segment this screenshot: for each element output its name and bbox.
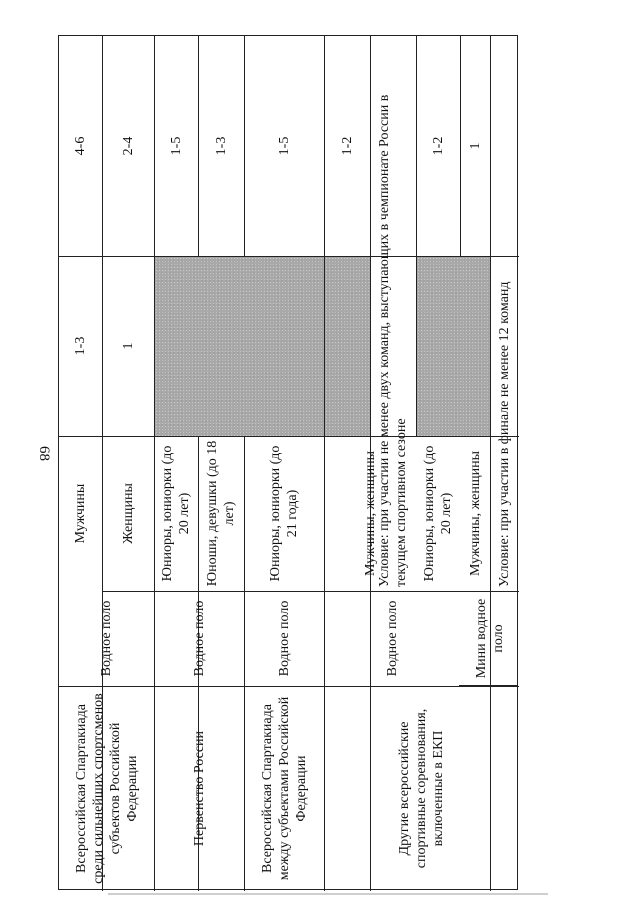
cell-discipline: Водное поло: [191, 600, 207, 677]
cell-discipline: Мини водное поло: [473, 598, 506, 679]
page-number: 68: [36, 446, 52, 461]
cell-places-main: 1: [120, 342, 136, 350]
cell-group: Юноши, девушки (до 18 лет): [205, 440, 237, 587]
cell-places-extra: 4-6: [73, 136, 88, 156]
cell-competition: Другие всероссийские спортивные соревнования, включенные в ЕКП: [397, 708, 446, 869]
cell-group: Юниоры, юниорки (до 20 лет): [422, 445, 454, 582]
shaded-cell: [325, 257, 370, 436]
cell-group: Мужчины, женщины: [362, 450, 378, 577]
cell-group: Женщины: [120, 483, 136, 544]
cell-group: Мужчины: [73, 483, 88, 544]
shaded-cell: [417, 257, 490, 436]
cell-competition: Всероссийская Спартакиада между субъектами Российской Федерации: [259, 696, 309, 881]
cell-competition: Всероссийская Спартакиада среди сильнейших спортсменов субъектов Российской Федерации: [73, 693, 140, 884]
cell-condition: Условие: при участии в финале не менее 12 команд: [497, 281, 512, 587]
cell-places-extra: 2-4: [120, 136, 136, 156]
cell-discipline: Водное поло: [276, 600, 292, 677]
grid-line: [459, 685, 518, 686]
scan-edge: [108, 893, 548, 895]
cell-places-extra: 1-5: [168, 136, 184, 156]
cell-group: Мужчины, женщины: [467, 450, 483, 577]
cell-condition: Условие: при участии не менее двух команд, выступающих в чемпионате России в текущем спортивном сезоне: [377, 94, 409, 587]
cell-discipline: Водное поло: [99, 600, 114, 677]
cell-group: Юниоры, юниорки (до 21 года): [268, 445, 300, 582]
cell-places-main: 1-3: [73, 336, 88, 356]
ranking-table: [58, 35, 518, 890]
cell-discipline: Водное поло: [384, 600, 400, 677]
cell-places-extra: 1-2: [430, 136, 446, 156]
cell-places-extra: 1: [467, 142, 483, 150]
cell-competition: Первенство России: [191, 730, 207, 847]
cell-places-extra: 1-5: [276, 136, 292, 156]
cell-places-extra: 1-3: [213, 136, 229, 156]
cell-places-extra: 1-2: [339, 136, 355, 156]
cell-group: Юниоры, юниорки (до 20 лет): [160, 445, 192, 582]
shaded-cell: [155, 257, 324, 436]
